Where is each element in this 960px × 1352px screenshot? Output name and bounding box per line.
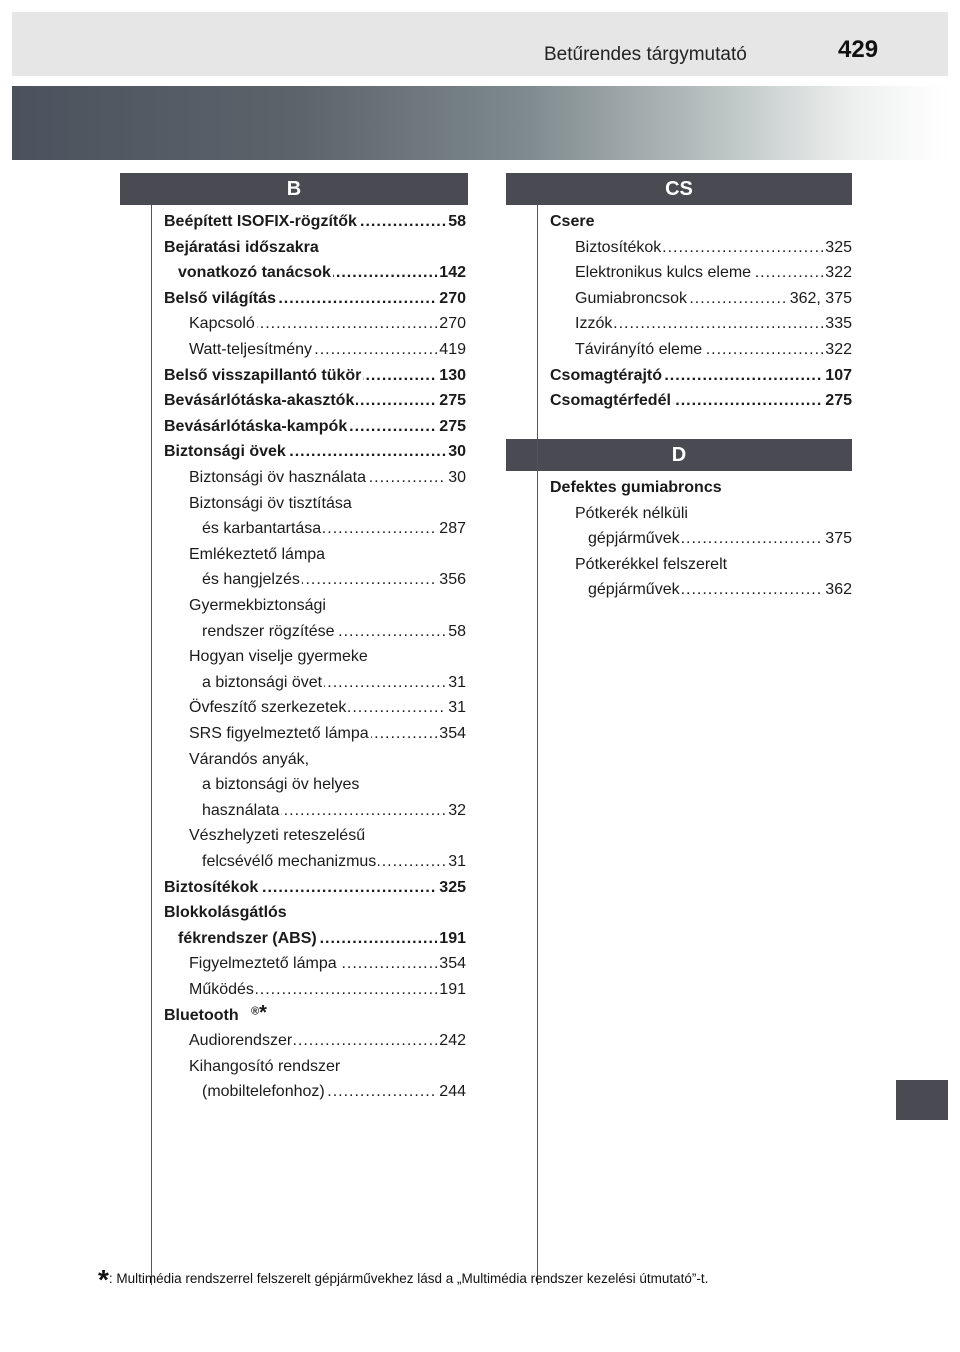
entry-text: fékrendszer (ABS): [178, 926, 319, 951]
index-entry: [164, 593, 466, 618]
index-entry: [164, 465, 466, 490]
entry-text: Figyelmeztető lámpa: [189, 951, 339, 976]
header-gradient-band: [12, 86, 948, 160]
index-entry: [164, 772, 466, 797]
index-entry: [164, 1003, 466, 1028]
entry-page: 362, 375: [788, 286, 852, 311]
entry-text: Audiorendszer: [189, 1028, 294, 1053]
entry-text: Gyermekbiztonsági: [189, 593, 328, 618]
entry-text: Bluetooth: [164, 1003, 241, 1028]
entry-page: 31: [446, 670, 466, 695]
trademark-marks: [251, 1003, 269, 1028]
section-header-b: B: [120, 173, 468, 205]
entry-text: Belső visszapillantó tükör: [164, 363, 363, 388]
index-entry: [550, 337, 852, 362]
entry-text: Kihangosító rendszer: [189, 1054, 342, 1079]
entry-text: és hangjelzés: [202, 567, 302, 592]
entry-text: Bevásárlótáska-kampók: [164, 414, 349, 439]
entry-text: Biztonsági övek: [164, 439, 288, 464]
registered-mark: ®: [251, 1005, 260, 1018]
index-entry: [164, 977, 466, 1002]
entry-page: 30: [446, 439, 466, 464]
entry-page: 58: [446, 209, 466, 234]
index-entry: [164, 747, 466, 772]
entry-page: 322: [823, 337, 852, 362]
index-entry: [164, 900, 466, 925]
entry-page: 242: [437, 1028, 466, 1053]
entry-text: Gumiabroncsok: [575, 286, 689, 311]
entry-text: Várandós anyák,: [189, 747, 311, 772]
entry-page: 356: [437, 567, 466, 592]
index-entry: [164, 644, 466, 669]
entry-page: 130: [437, 363, 466, 388]
entry-text: és karbantartása: [202, 516, 323, 541]
section-header-d: D: [506, 439, 852, 471]
index-entry: [550, 209, 852, 234]
index-entry: [550, 475, 852, 500]
entry-page: 354: [437, 951, 466, 976]
entry-page: 322: [823, 260, 852, 285]
entry-text: Pótkerék nélküli: [575, 501, 690, 526]
index-entry: [164, 260, 466, 285]
index-entry: [164, 414, 466, 439]
entry-page: 275: [437, 414, 466, 439]
entry-text: Biztosítékok: [164, 875, 260, 900]
index-entry: [164, 721, 466, 746]
entry-text: Emlékeztető lámpa: [189, 542, 327, 567]
entry-page: 31: [446, 695, 466, 720]
entry-text: Blokkolásgátlós: [164, 900, 289, 925]
entry-page: 191: [437, 926, 466, 951]
thumb-index-tab: [896, 1080, 948, 1120]
entry-text: Csere: [550, 209, 596, 234]
index-entry: [164, 209, 466, 234]
entry-page: 325: [437, 875, 466, 900]
entry-text: Izzók: [575, 311, 614, 336]
entry-page: 375: [823, 526, 852, 551]
entry-text: Biztonsági öv tisztítása: [189, 491, 354, 516]
entry-text: Defektes gumiabroncs: [550, 475, 724, 500]
entry-text: (mobiltelefonhoz): [202, 1079, 327, 1104]
index-entry: [164, 542, 466, 567]
entry-page: 58: [446, 619, 466, 644]
column-rule-left: [151, 205, 152, 1285]
entry-page: 325: [823, 235, 852, 260]
entry-text: Vészhelyzeti reteszelésű: [189, 823, 367, 848]
entry-text: gépjárművek: [588, 526, 682, 551]
index-entry: [164, 388, 466, 413]
index-entry: [550, 260, 852, 285]
index-entry: [550, 363, 852, 388]
entry-page: 275: [437, 388, 466, 413]
section-header-cs: CS: [506, 173, 852, 205]
footnote-star: *: [98, 1264, 109, 1295]
footnote: [98, 1258, 709, 1295]
entry-text: használata: [202, 798, 281, 823]
index-entry: [164, 670, 466, 695]
entry-page: 287: [437, 516, 466, 541]
index-entry: [164, 286, 466, 311]
footnote-text: : Multimédia rendszerrel felszerelt gépjárművekhez lásd a „Multimédia rendszer kezelési útmutató”-t.: [108, 1271, 709, 1286]
index-entry: [164, 491, 466, 516]
entry-page: 335: [823, 311, 852, 336]
entry-text: Bejáratási időszakra: [164, 235, 321, 260]
entry-text: Övfeszítő szerkezetek: [189, 695, 348, 720]
entry-text: Belső világítás: [164, 286, 278, 311]
index-entry: [164, 951, 466, 976]
entry-text: a biztonsági övet: [202, 670, 324, 695]
entry-page: 270: [437, 311, 466, 336]
footnote-star-marker: *: [259, 1002, 267, 1024]
index-entry: [164, 567, 466, 592]
entry-text: a biztonsági öv helyes: [202, 772, 361, 797]
index-entry: [164, 619, 466, 644]
column-rule-right: [537, 205, 538, 1285]
entry-page: 31: [446, 849, 466, 874]
entry-text: Biztonsági öv használata: [189, 465, 368, 490]
entry-text: Elektronikus kulcs eleme: [575, 260, 753, 285]
header-strip: [12, 12, 948, 76]
leader-dots: [575, 311, 852, 336]
entry-text: Biztosítékok: [575, 235, 663, 260]
index-entry: [164, 926, 466, 951]
page-title: Betűrendes tárgymutató: [544, 44, 747, 65]
entry-text: Beépített ISOFIX-rögzítők: [164, 209, 359, 234]
entry-text: SRS figyelmeztető lámpa: [189, 721, 371, 746]
entry-page: 191: [437, 977, 466, 1002]
entry-text: Csomagtérajtó: [550, 363, 664, 388]
entry-page: 362: [823, 577, 852, 602]
entry-text: rendszer rögzítése: [202, 619, 337, 644]
entry-page: 30: [446, 465, 466, 490]
index-entry: [164, 1028, 466, 1053]
entry-text: Távirányító eleme: [575, 337, 704, 362]
entry-page: 32: [446, 798, 466, 823]
index-entry: [164, 823, 466, 848]
index-entry: [164, 695, 466, 720]
index-entry: [550, 552, 852, 577]
index-entry: [164, 337, 466, 362]
index-entry: [550, 501, 852, 526]
index-entry: [550, 286, 852, 311]
index-entry: [164, 363, 466, 388]
index-entry: [164, 798, 466, 823]
entry-text: Pótkerékkel felszerelt: [575, 552, 729, 577]
entry-text: Csomagtérfedél: [550, 388, 673, 413]
index-entry: [550, 577, 852, 602]
entry-page: 354: [437, 721, 466, 746]
entry-page: 142: [437, 260, 466, 285]
entry-page: 270: [437, 286, 466, 311]
entry-page: 244: [437, 1079, 466, 1104]
index-entry: [164, 875, 466, 900]
index-entry: [164, 849, 466, 874]
index-entry: [164, 516, 466, 541]
entry-text: Bevásárlótáska-akasztók: [164, 388, 356, 413]
entry-text: felcsévélő mechanizmus: [202, 849, 378, 874]
index-entry: [164, 311, 466, 336]
page-number: 429: [838, 36, 879, 63]
entry-text: Hogyan viselje gyermeke: [189, 644, 370, 669]
index-entry: [164, 439, 466, 464]
entry-text: vonatkozó tanácsok: [178, 260, 333, 285]
index-entry: [164, 235, 466, 260]
index-entry: [164, 1054, 466, 1079]
entry-page: 419: [437, 337, 466, 362]
index-entry: [550, 526, 852, 551]
entry-text: Kapcsoló: [189, 311, 257, 336]
entry-text: gépjárművek: [588, 577, 682, 602]
entry-page: 275: [823, 388, 852, 413]
index-entry: [164, 1079, 466, 1104]
entry-page: 107: [823, 363, 852, 388]
entry-text: Működés: [189, 977, 256, 1002]
entry-text: Watt-teljesítmény: [189, 337, 314, 362]
index-entry: [550, 311, 852, 336]
index-entry: [550, 235, 852, 260]
index-entry: [550, 388, 852, 413]
